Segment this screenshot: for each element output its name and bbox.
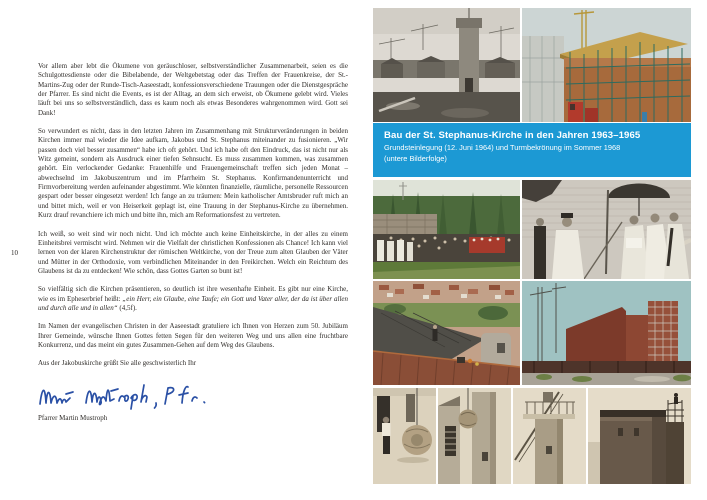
hoisting-illustration [438, 388, 511, 484]
page-number: 10 [11, 249, 18, 257]
banner-subtitle: Grundsteinlegung (12. Juni 1964) und Turmbekrönung im Sommer 1968 [384, 143, 621, 152]
photo-man-with-tower-sphere [373, 388, 436, 484]
procession-illustration [373, 180, 520, 279]
paragraph-fusion-traum: So verwundert es nicht, dass in den letzten Jahren im Zusammenhang mit Strukturveränderungen in beiden Kirchen immer mal wieder die Idee aufkam, Jakobus und St. Stephanus miteinander zu fusionieren. „Wir passen doch viel besser zusammen“ habe ich oft gehört. Und ich habe oft den Eindruck, das ist nicht nur als Witz gemeint, sondern als Ausdruck einer tiefen Sehnsucht. Es muss zusammen kommen, was zusammen gehört. Ein verlockender Gedanke: Frauenhilfe und Frauengemeinschaft treffen sich jeden Monat – abwechselnd im Jakobuszentrum und im Pfarrheim St. Stephanus. Konfirmandenunterricht und Firmvorbereitung werden aufeinander abgestimmt. Wie könnten finanzielle, räumliche, personelle Ressourcen gespart oder besser eingesetzt werden! Ich fange an zu träumen: Mein katholischer Amtsbruder ruft mich an und bittet mich, weil er von Heiserkeit geplagt ist, eine Trauung in der Stephanus-Kirche zu übernehmen. Kurz drauf revanchiere ich mich und bitte ihn, mich am Reformationsfest zu vertreten. [38, 127, 348, 220]
photo-church-shell-scaffolded-tower [522, 281, 691, 385]
tower-crowning-illustration [588, 388, 691, 484]
bible-quote: „ein Herr, ein Glaube, eine Taufe; ein Gott und Vater aller, der da ist über allen und durch alle und in allen“ [38, 294, 348, 312]
photo-roof-work-panorama [373, 281, 520, 385]
signature-caption: Pfarrer Martin Mustroph [38, 413, 108, 422]
photo-bw-construction-site-tower [373, 8, 520, 122]
quote-lead: So vielfältig sich die Kirchen präsentieren, so deutlich ist ihre wesenhafte Einheit. Es gibt nur eine Kirche, wie es im Epheserbrief heißt: [38, 285, 348, 303]
photo-hoisting-at-tower [438, 388, 511, 484]
church-shell-illustration [522, 281, 691, 385]
photo-tower-platform [513, 388, 586, 484]
handwritten-signature [36, 378, 218, 412]
photo-brick-hall-under-construction [522, 8, 691, 122]
photo-tower-crowning [588, 388, 691, 484]
paragraph-epheser-zitat [38, 285, 348, 313]
foundation-ceremony-illustration [522, 180, 691, 279]
quote-reference: (4,5f). [117, 303, 137, 312]
paragraph-glueckwunsch: Im Namen der evangelischen Christen in der Aaseestadt gratuliere ich Ihnen von Herzen zum 50. Jubiläum Ihrer Gemeinde, wünsche Ihnen Gottes fetten Segen für den weiteren Weg und uns allen eine fruchtbare Konkurrenz, und das meint ein gutes Zusammen-Gehen auf dem Weg des Glaubens. [38, 322, 348, 349]
banner-note: (untere Bilderfolge) [384, 154, 447, 164]
left-page-text-column [38, 62, 348, 423]
photo-foundation-stone-ceremony [522, 180, 691, 279]
paragraph-gruss: Aus der Jakobuskirche grüßt Sie alle geschwisterlich Ihr [38, 359, 197, 368]
banner [373, 123, 691, 177]
roof-work-illustration [373, 281, 520, 385]
paragraph-oekumene-alltag: Vor allem aber lebt die Ökumene von geräuschloser, selbstverständlicher Zusammenarbeit, seien es die Schulgottesdienste oder die Bibelabende, der Weltgebetstag oder das Treffen der Frauenkreise, der St.-Martins-Zug oder der Runde-Tisch-Aaseestadt, konfessionsverschiedene Trauungen oder die Dienstgespräche der Pfarrer. Es sind nicht die Events, es ist der Alltag, an dem sich erweist, ob Ökumene gelebt wird. Vieles läuft bei uns so selbstverständlich, dass es kaum noch als etwas Besonderes wahrgenommen wird. Gott sei Dank! [38, 62, 348, 117]
tower-platform-illustration [513, 388, 586, 484]
bw-construction-site-illustration [373, 8, 520, 122]
photo-procession [373, 180, 520, 279]
tower-sphere-illustration [373, 388, 436, 484]
banner-title: Bau der St. Stephanus-Kirche in den Jahren 1963–1965 [384, 130, 641, 141]
paragraph-vielfalt-chance: Ich weiß, so weit sind wir noch nicht. Und ich möchte auch keine Einheitskirche, in der alles zu einem Einheitsbrei vermischt wird. Nehmen wir die Vielfalt der christlichen Konfessionen als Chance! Ich kann viel lernen von der klaren Kirchenstruktur der römischen Weltkirche, von der Treue zum alten Glauben der Väter und Mütter in der Orthodoxie, vom verbindlichen Miteinander in den Freikirchen. Welch ein Reichtum des Glaubens ist da zu entdecken! Wie schön, dass Gottes Garten so bunt ist! [38, 229, 348, 275]
brick-hall-illustration [522, 8, 691, 122]
photo-collage [373, 8, 691, 484]
